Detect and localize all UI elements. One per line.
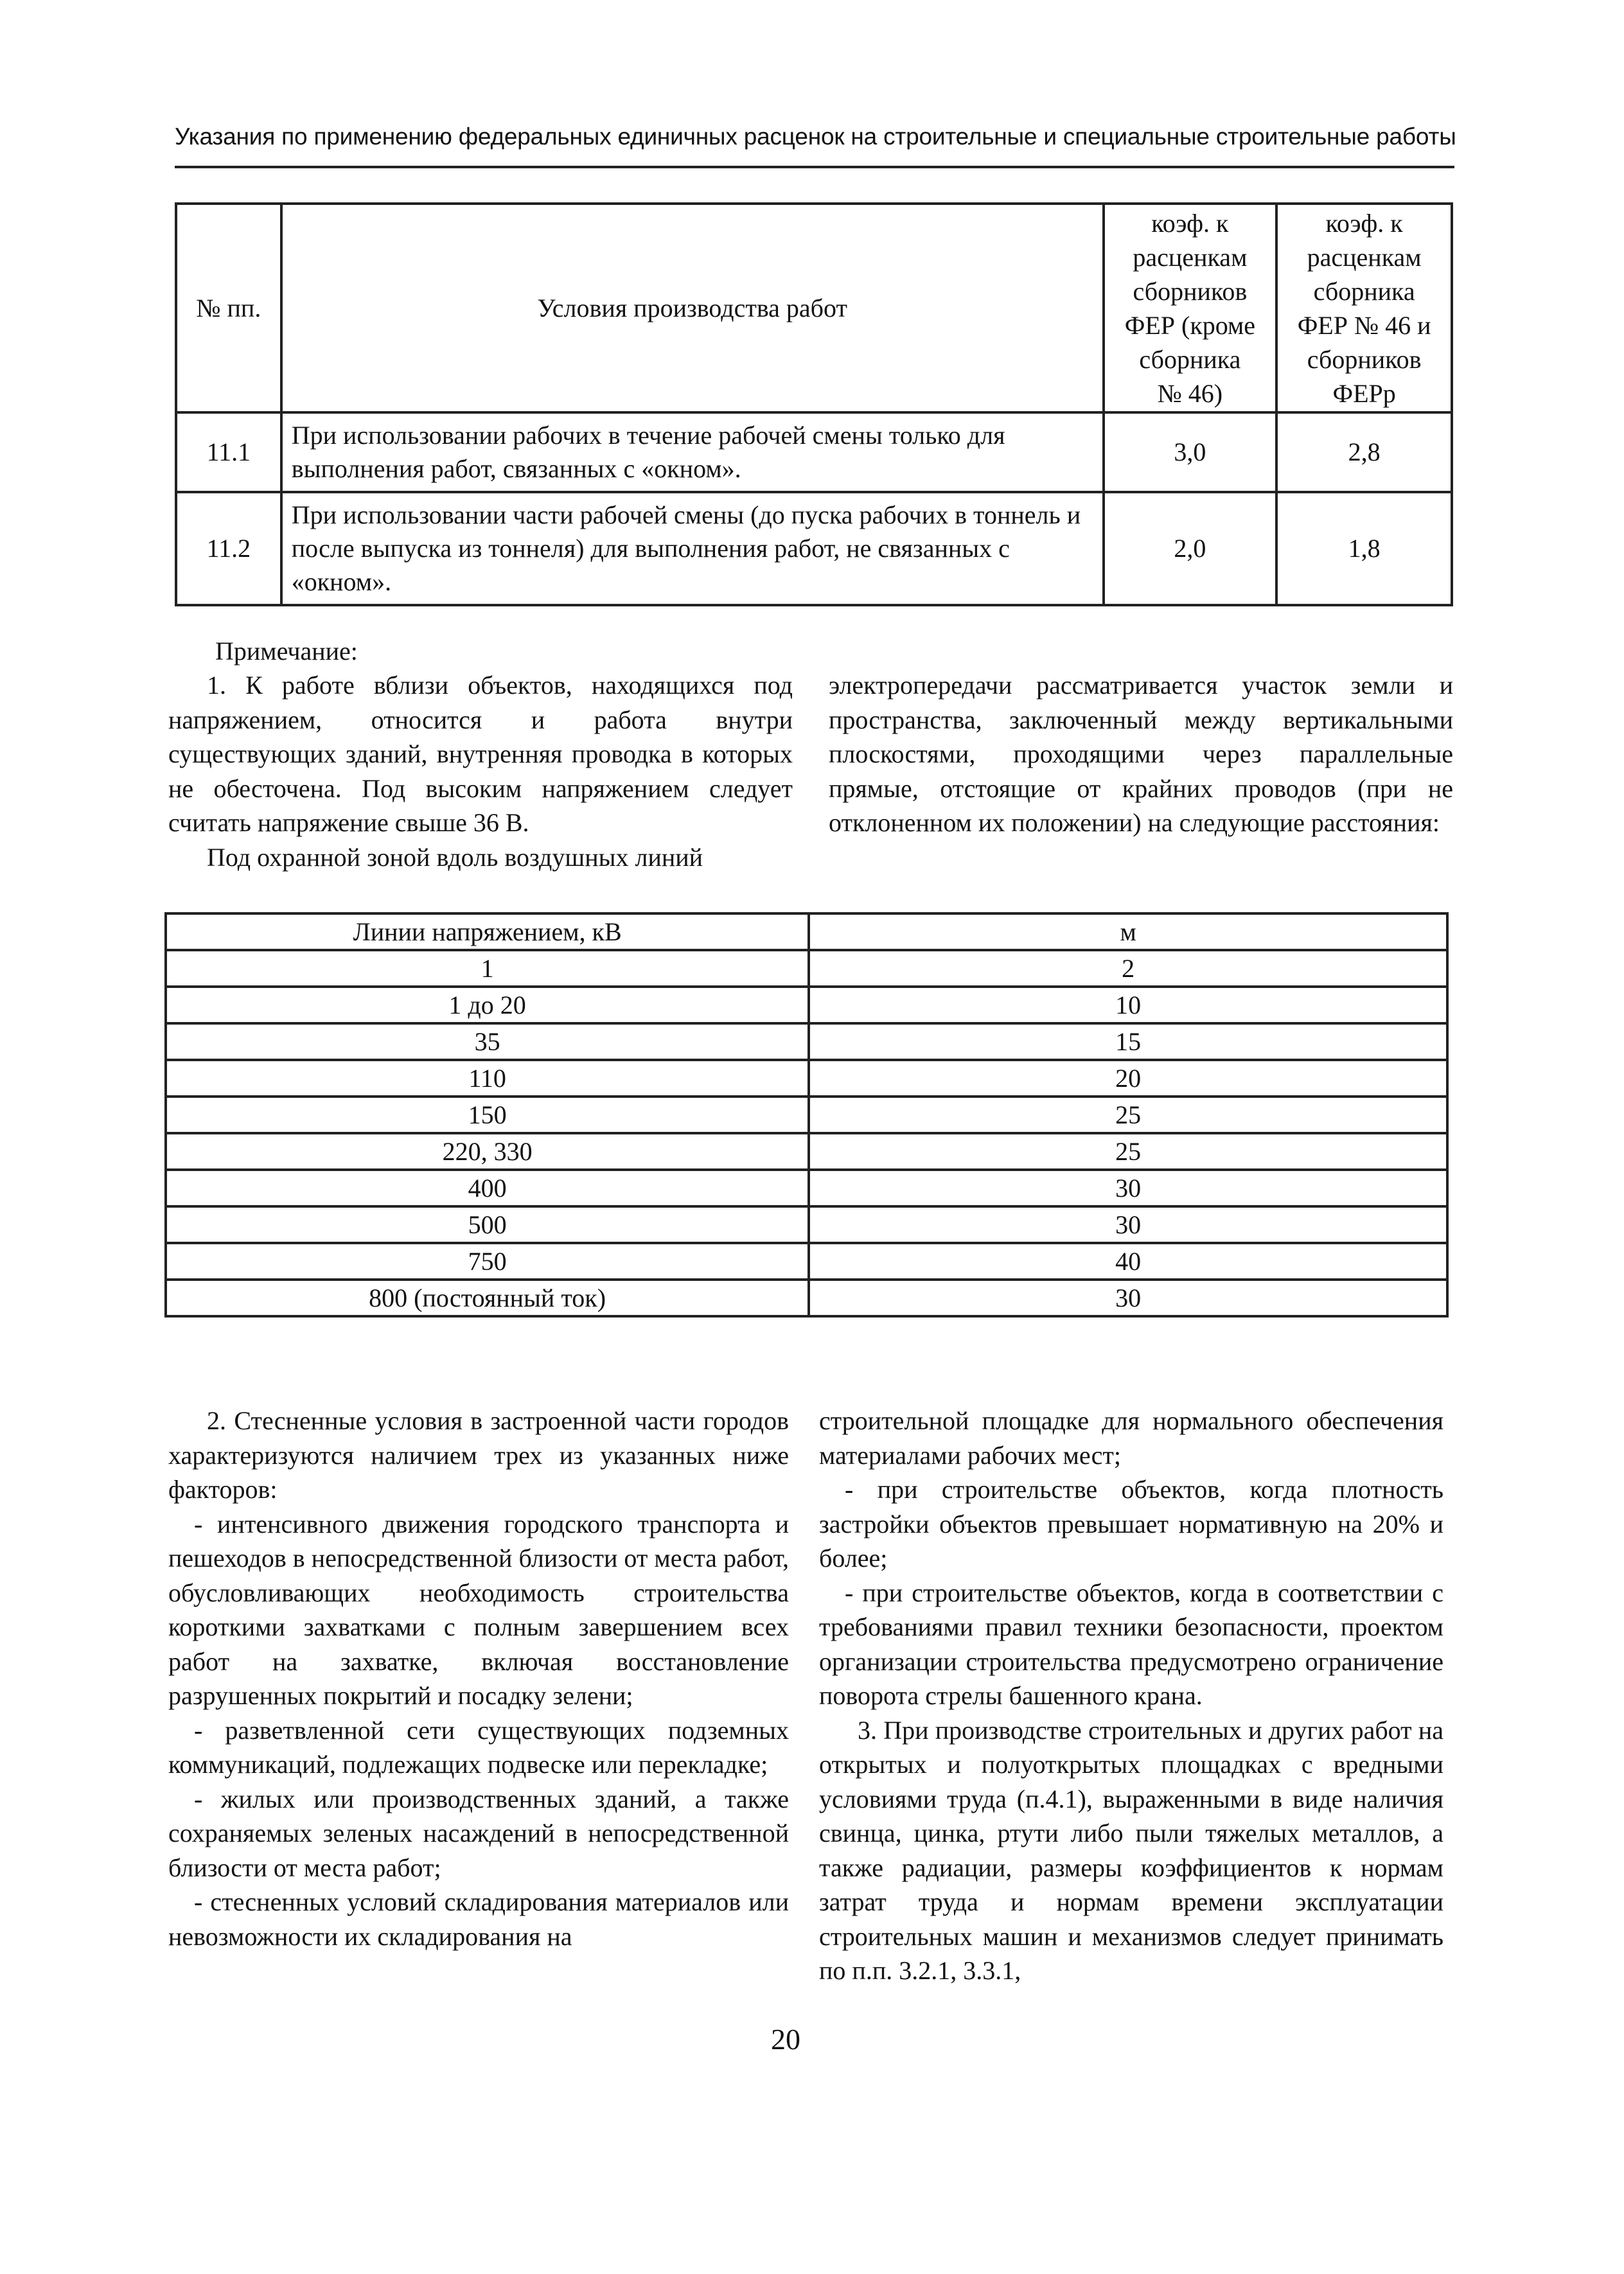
voltage-header: Линии напряжением, кВ — [166, 913, 809, 950]
table-row: 150 25 — [166, 1097, 1447, 1133]
header-divider — [175, 166, 1454, 168]
voltage-distance-table — [164, 912, 1449, 1318]
table-row: 35 15 — [166, 1023, 1447, 1060]
table-row: 110 20 — [166, 1060, 1447, 1097]
header-conditions: Условия производства работ — [281, 204, 1104, 412]
coefficients-table — [175, 202, 1453, 606]
table-row: 800 (постоянный ток) 30 — [166, 1280, 1447, 1316]
header-coef1: коэф. к расценкам сборников ФЕР (кроме сборника № 46) — [1104, 204, 1277, 412]
header-num: № пп. — [176, 204, 281, 412]
table-row: 11.2 При использовании части рабочей смены (до пуска рабочих в тоннель и после выпуска из тоннеля) для выполнения работ, не связанных с «окном». 2,0 1,8 — [176, 492, 1452, 605]
section2-column-right: строительной площадке для нормального обеспечения материалами рабочих мест; - при строительстве объектов, когда плотность застройки объектов превышает нормативную на 20% и более; - при строительстве объектов, когда в соответствии с требованиями правил техники безопасности, проектом организации строительства предусмотрено ограничение поворота стрелы башенного крана. 3. При производстве строительных и других работ на открытых и полуоткрытых площадках с вредными условиями труда (п.4.1), выраженными в виде наличия свинца, цинка, ртути либо пыли тяжелых металлов, а также радиации, размеры коэффициентов к нормам затрат труда и нормам времени эксплуатации строительных машин и механизмов следует принимать по п.п. 3.2.1, 3.3.1, — [819, 1406, 1443, 1985]
table-row: 220, 330 25 — [166, 1133, 1447, 1170]
page-header: Указания по применению федеральных единичных расценок на строительные и специальные строительные работы — [175, 123, 1456, 150]
table-row: 1 2 — [166, 950, 1447, 987]
distance-header: м — [809, 913, 1447, 950]
table-row: 500 30 — [166, 1206, 1447, 1243]
table-row: 750 40 — [166, 1243, 1447, 1280]
section2-column-left: 2. Стесненные условия в застроенной части городов характеризуются наличием трех из указанных ниже факторов: - интенсивного движения городского транспорта и пешеходов в непосредственной близости от места работ, обусловливающих необходимость строительства короткими захватками с полным завершением всех работ на захватке, включая восстановление разрушенных покрытий и посадку зелени; - разветвленной сети существующих подземных коммуникаций, подлежащих подвеске или перекладке; - жилых или производственных зданий, а также сохраняемых зеленых насаждений в непосредственной близости от места работ; - стесненных условий складирования материалов или невозможности их складирования на — [168, 1406, 789, 1951]
note-column-right: электропередачи рассматривается участок земли и пространства, заключенный между вертикальными плоскостями, проходящими через параллельные прямые, отстоящие от крайних проводов (при не отклоненном их положении) на следующие расстояния: — [829, 671, 1453, 837]
header-coef2: коэф. к расценкам сборника ФЕР № 46 и сборников ФЕРр — [1276, 204, 1452, 412]
note-title: Примечание: — [215, 637, 358, 665]
note-column-left: 1. К работе вблизи объектов, находящихся под напряжением, относится и работа внутри существующих зданий, внутренняя проводка в которых не обесточена. Под высоким напряжением следует считать напряжение свыше 36 В. Под охранной зоной вдоль воздушных линий — [168, 671, 793, 872]
page-number: 20 — [771, 2023, 800, 2056]
table-row: 400 30 — [166, 1170, 1447, 1206]
table-row: 11.1 При использовании рабочих в течение рабочей смены только для выполнения работ, связанных с «окном». 3,0 2,8 — [176, 412, 1452, 492]
table-row: 1 до 20 10 — [166, 987, 1447, 1023]
